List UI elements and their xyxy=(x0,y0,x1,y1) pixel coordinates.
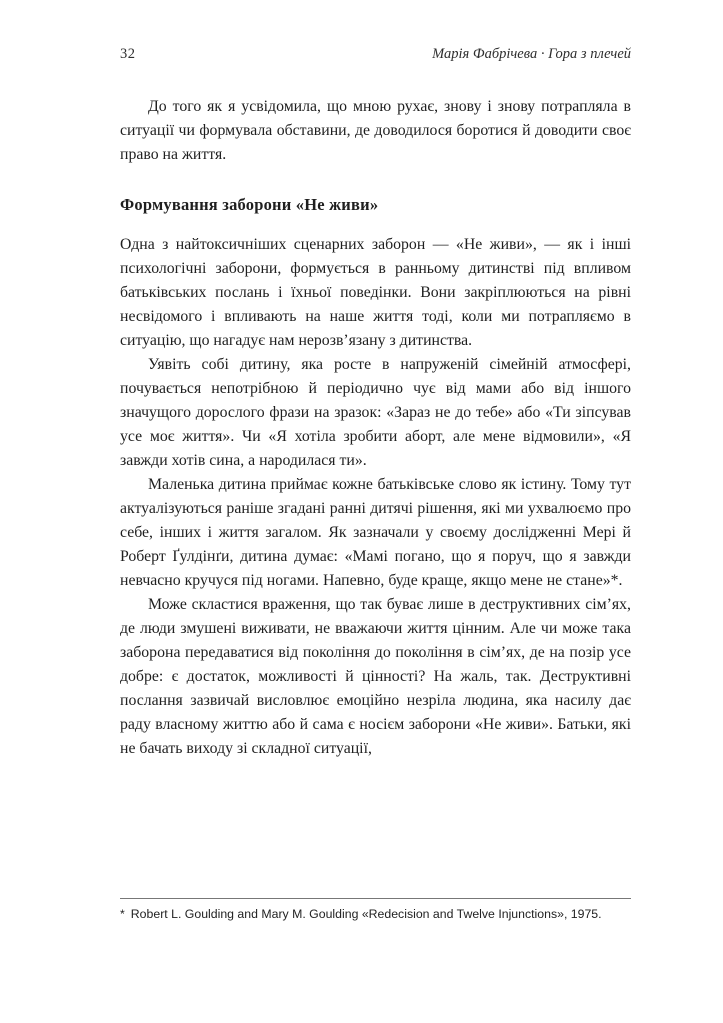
running-title: Марія Фабрічева · Гора з плечей xyxy=(432,46,631,62)
page-body xyxy=(120,95,631,895)
paragraph: Одна з найтоксичніших сценарних заборон — «Не живи», — як і інші психологічні заборони, формується в ранньому дитинстві під впливом батьківських послань і їхньої поведінки. Вони закріплюються на рівні несвідомого і впливають на наше життя тоді, коли ми потрапляємо в ситуацію, що нагадує нам нерозв’язану з дитинства. xyxy=(120,236,631,349)
paragraph: Маленька дитина приймає кожне батьківське слово як істину. Тому тут актуалізуються раніше згадані ранні дитячі рішення, які ми ухвалюємо про себе, інших і життя загалом. Як зазначали у своєму дослідженні Мері й Роберт Ґулдінґи, дитина думає: «Мамі погано, що я поруч, що я завжди невчасно кручуся під ногами. Напевно, буде краще, якщо мене не стане»*. xyxy=(120,476,631,589)
footnote-marker: * xyxy=(120,907,125,921)
section-heading: Формування заборони «Не живи» xyxy=(120,195,379,214)
footnote-line xyxy=(120,906,631,923)
paragraph: Уявіть собі дитину, яка росте в напруженій сімейній атмосфері, почувається непотрібною й періодично чує від мами або від іншого значущого дорослого фрази на зразок: «Зараз не до тебе» або «Ти зіпсував усе моє життя». Чи «Я хотіла зробити аборт, але мене відмовили», «Я завжди хотів сина, а народилася ти». xyxy=(120,356,631,469)
footnote-divider xyxy=(120,898,631,899)
footnote xyxy=(120,898,631,923)
paragraph: Може скластися враження, що так буває лише в деструктивних сім’ях, де люди змушені виживати, не вважаючи життя цінним. Але чи може така заборона передаватися від покоління до покоління в сім’ях, де на позір усе добре: є достаток, можливості й цінності? На жаль, так. Деструктивні послання зазвичай висловлює емоційно незріла людина, яка насилу дає раду власному життю або й сама є носієм заборони «Не живи». Батьки, які не бачать виходу зі складної ситуації, xyxy=(120,596,631,757)
footnote-text: Robert L. Goulding and Mary M. Goulding «Redecision and Twelve Injunctions», 1975. xyxy=(130,907,602,921)
page-number: 32 xyxy=(120,46,136,62)
paragraph-intro: До того як я усвідомила, що мною рухає, знову і знову потрапляла в ситуації чи формувала обставини, де доводилося боротися й доводити своє право на життя. xyxy=(120,98,631,163)
page-header xyxy=(120,46,631,63)
